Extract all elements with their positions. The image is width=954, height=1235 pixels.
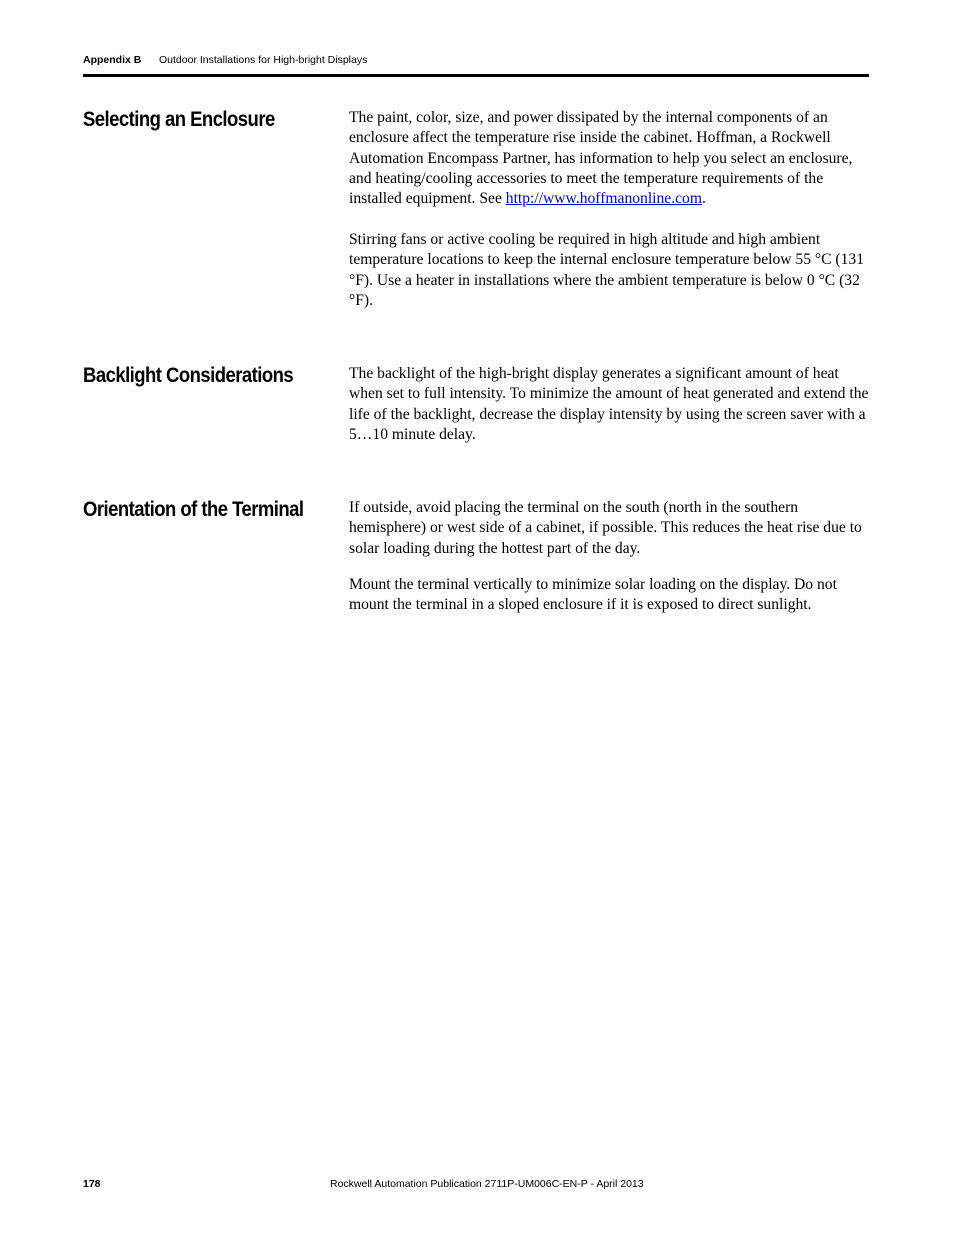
- section-body: [349, 364, 869, 445]
- section-heading: Selecting an Enclosure: [83, 108, 275, 131]
- appendix-label: Appendix B: [83, 54, 142, 66]
- running-header: [83, 54, 869, 66]
- page-number: 178: [83, 1178, 101, 1190]
- hoffman-link[interactable]: http://www.hoffmanonline.com: [505, 190, 702, 208]
- section-body: [349, 498, 869, 615]
- section-heading: Backlight Considerations: [83, 364, 294, 387]
- chapter-title: Outdoor Installations for High-bright Displays: [159, 54, 368, 66]
- section-heading: Orientation of the Terminal: [83, 498, 304, 521]
- publication-info: Rockwell Automation Publication 2711P-UM006C-EN-P - April 2013: [330, 1178, 644, 1190]
- paragraph: Mount the terminal vertically to minimize solar loading on the display. Do not mount the terminal in a sloped enclosure if it is exposed to direct sunlight.: [349, 575, 837, 614]
- header-rule: [83, 74, 869, 77]
- paragraph: The paint, color, size, and power dissipated by the internal components of an enclosure affect the temperature rise inside the cabinet. Hoffman, a Rockwell Automation Encompass Partner, has information to help you select an enclosure, and heating/cooling accessories to meet the temperature requirements of the installed equipment. See http://www.hoffmanonline.com.: [349, 109, 853, 208]
- paragraph: If outside, avoid placing the terminal on the south (north in the southern hemisphere) or west side of a cabinet, if possible. This reduces the heat rise due to solar loading during the hottest part of the day.: [349, 499, 862, 557]
- section-body: [349, 108, 869, 311]
- paragraph: The backlight of the high-bright display generates a significant amount of heat when set to full intensity. To minimize the amount of heat generated and extend the life of the backlight, decrease the display intensity by using the screen saver with a 5…10 minute delay.: [349, 365, 869, 443]
- paragraph: Stirring fans or active cooling be required in high altitude and high ambient temperature locations to keep the internal enclosure temperature below 55 °C (131 °F). Use a heater in installations where the ambient temperature is below 0 °C (32 °F).: [349, 230, 865, 309]
